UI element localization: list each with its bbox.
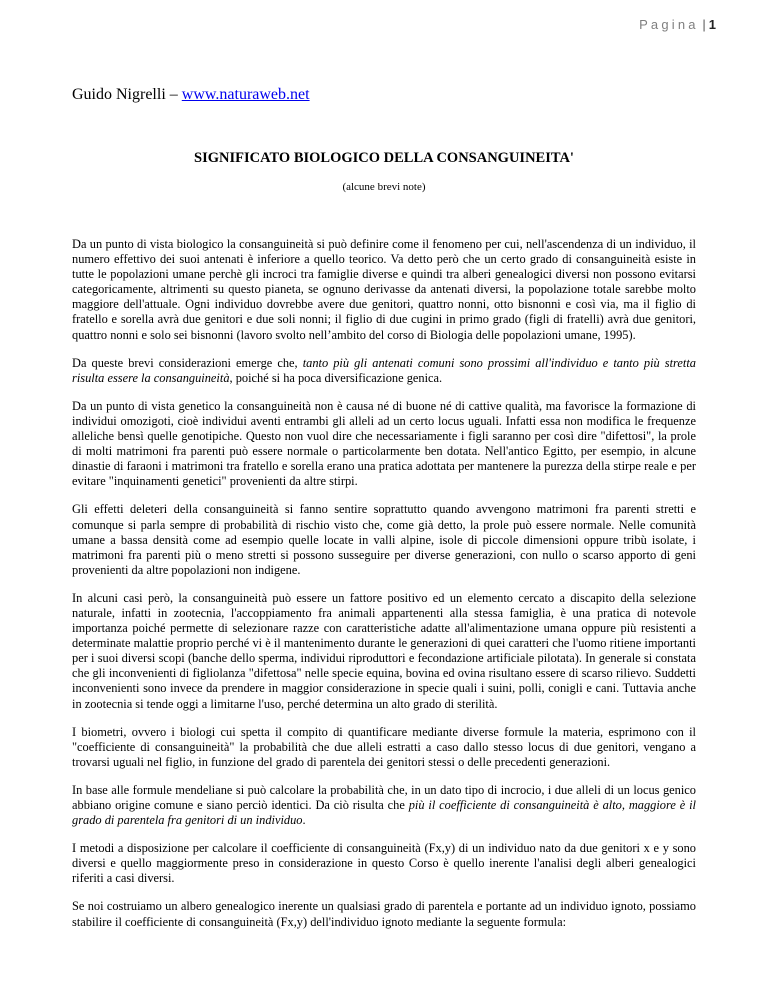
page-separator: | xyxy=(702,17,706,32)
author-name: Guido Nigrelli – xyxy=(72,86,182,103)
document-body xyxy=(72,237,696,943)
paragraph-text: Da queste brevi considerazioni emerge che, xyxy=(72,355,303,370)
paragraph xyxy=(72,783,696,828)
paragraph xyxy=(72,502,696,577)
paragraph-text: Da un punto di vista genetico la consanguineità non è causa né di buone né di cattive qualità, ma favorisce la formazione di individui omozigoti, cioè individui aventi entrambi gli alleli ad un certo locus uguali. Infatti essa non modifica le frequenze alleliche bensì quelle genotipiche. Questo non vuol dire che necessariamente i figli saranno per così dire "difettosi", la prole di molti matrimoni fra parenti può essere normale o particolarmente ben dotata. Nell'antico Egitto, per esempio, in alcune dinastie di faraoni i matrimoni tra fratello e sorella erano una pratica adottata per mantenere la purezza della stirpe reale e per evitare "inquinamenti genetici" provenienti da altre stirpi. xyxy=(72,398,696,489)
paragraph-text: I biometri, ovvero i biologi cui spetta il compito di quantificare mediante diverse formule la materia, esprimono con il "coefficiente di consanguineità" la probabilità che due alleli estratti a caso dallo stesso locus di due genitori, vengano a trovarsi uguali nel figlio, in funzione del grado di parentela dei genitori stessi o delle precedenti generazioni. xyxy=(72,724,696,769)
paragraph xyxy=(72,399,696,490)
document-title: SIGNIFICATO BIOLOGICO DELLA CONSANGUINEITA' xyxy=(194,150,574,166)
paragraph xyxy=(72,841,696,886)
paragraph-emphasis: più il coefficiente di consanguineità è alto, maggiore è il grado di parentela fra genitori di un individuo xyxy=(72,798,696,828)
paragraph-text: , poiché si ha poca diversificazione genica. xyxy=(229,370,443,385)
paragraph-text: I metodi a disposizione per calcolare il coefficiente di consanguineità (Fx,y) di un individuo nato da due genitori x e y sono diversi e quello maggiormente preso in considerazione in questo Corso è quello inerente l'analisi degli alberi genealogici riferiti a casi diversi. xyxy=(72,841,696,886)
page-header xyxy=(639,17,716,32)
paragraph-text: Gli effetti deleteri della consanguineità si fanno sentire soprattutto quando avvengono matrimoni fra parenti stretti e comunque si parla sempre di probabilità di rischio visto che, come già detto, la prole può essere normale. Nelle comunità umane a bassa densità come ad esempio quelle locate in valli alpine, isole di piccole dimensioni oppure tribù isolate, i matrimoni fra parenti più o meno stretti si possono susseguire per diverse generazioni, con nullo o scarso apporto di geni provenienti da altre popolazioni non indigene. xyxy=(72,502,696,577)
page-label: Pagina xyxy=(639,17,699,32)
paragraph-text: . xyxy=(302,813,306,828)
paragraph xyxy=(72,899,696,929)
paragraph xyxy=(72,725,696,770)
paragraph-text: In base alle formule mendeliane si può calcolare la probabilità che, in un dato tipo di incrocio, i due alleli di un locus genico abbiano origine comune e siano perciò identici. Da ciò risulta che xyxy=(72,782,696,812)
paragraph xyxy=(72,356,696,386)
document-subtitle: (alcune brevi note) xyxy=(342,181,426,193)
paragraph xyxy=(72,591,696,712)
paragraph-text: In alcuni casi però, la consanguineità può essere un fattore positivo ed un elemento cercato a discapito della selezione naturale, infatti in zootecnia, l'accoppiamento fra animali appartenenti alla stessa famiglia, è una pratica di notevole importanza poiché permette di selezionare razze con caratteristiche adatte all'alimentazione umana oppure più resistenti a determinate malattie proprio perché vi è il mantenimento durante le generazioni di quei caratteri che l'uomo ritiene importanti per i suoi diversi scopi (banche dello sperma, individui riproduttori e fecondazione artificiale pilotata). In generale si constata che gli inconvenienti di figliolanza "difettosa" nelle specie equina, bovina ed ovina risultano essere di scarso rilievo. Suddetti inconvenienti sono invece da prendere in maggior considerazione in specie quali i suini, polli, conigli e cani. Tuttavia anche in zootecnia si tende oggi a limitarne l'uso, perché determina un alto grado di sterilità. xyxy=(72,590,696,711)
paragraph-text: Da un punto di vista biologico la consanguineità si può definire come il fenomeno per cui, nell'ascendenza di un individuo, il numero effettivo dei suoi antenati è inferiore a quello teorico. Va detto però che un certo grado di consanguineità esiste in tutte le popolazioni umane perchè gli incroci tra famiglie diverse e quindi tra alberi genealogici diversi non possono evitarsi categoricamente, altrimenti su questo pianeta, se ognuno derivasse da antenati diversi, la popolazione totale sarebbe molto maggiore dell'attuale. Ogni individuo dovrebbe avere due genitori, quattro nonni, otto bisnonni e così via, ma il figlio di fratello e sorella avrà due genitori e due soli nonni; il figlio di due cugini in primo grado (figli di fratelli) avrà due genitori, quattro nonni e solo sei bisnonni (lavoro svolto nell’ambito del corso di Biologia delle popolazioni umane, 1995). xyxy=(72,237,696,342)
paragraph xyxy=(72,237,696,343)
author-line xyxy=(72,86,310,104)
website-link[interactable]: www.naturaweb.net xyxy=(181,86,310,103)
paragraph-text: Se noi costruiamo un albero genealogico inerente un qualsiasi grado di parentela e portante ad un individuo ignoto, possiamo stabilire il coefficiente di consanguineità (Fx,y) dell'individuo ignoto mediante la seguente formula: xyxy=(72,899,696,929)
paragraph-emphasis: tanto più gli antenati comuni sono prossimi all'individuo e tanto più stretta risulta essere la consanguineità xyxy=(72,355,696,385)
page-number: 1 xyxy=(708,17,716,32)
